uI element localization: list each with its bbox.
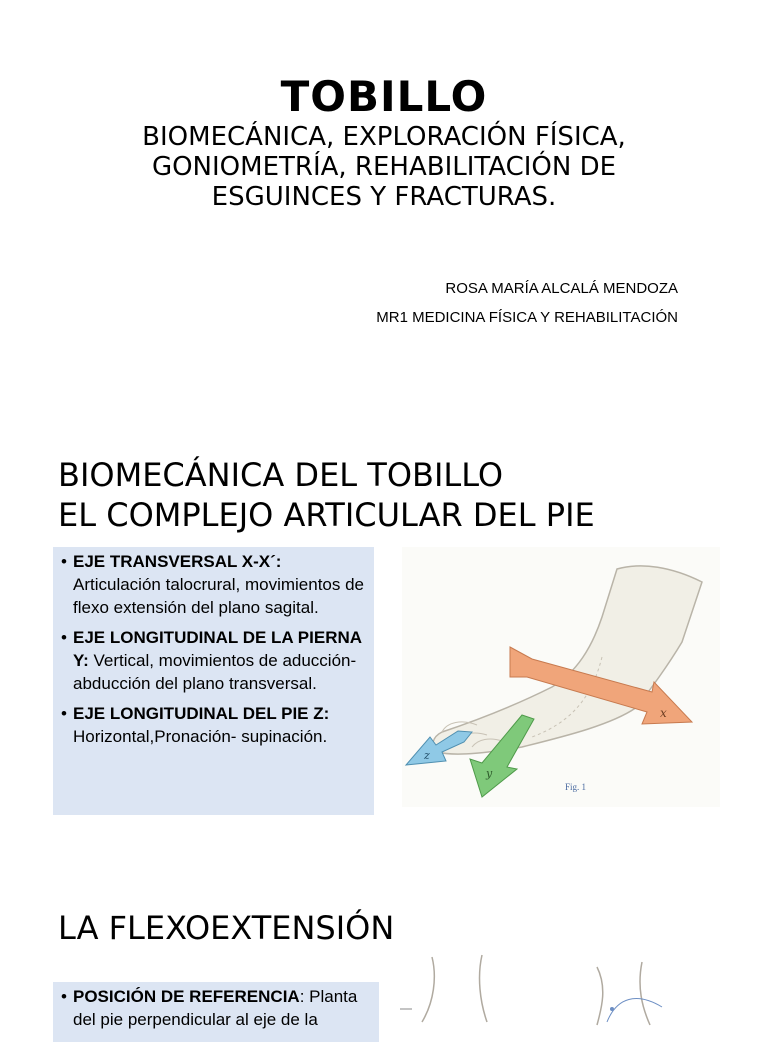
bullet-dot: • [61, 704, 67, 723]
bullet-text: Horizontal,Pronación- supinación. [73, 727, 328, 746]
axis-z-label: z [424, 749, 430, 762]
bullet-item [61, 985, 371, 1031]
bullet-term: EJE LONGITUDINAL DE LA PIERNA Y: [73, 628, 362, 670]
bullet-item [61, 550, 366, 619]
flexoextension-figure [392, 947, 692, 1027]
section-subheading: EL COMPLEJO ARTICULAR DEL PIE [58, 496, 595, 534]
bullet-item [61, 702, 366, 748]
slide-subtitle [84, 122, 684, 212]
subtitle-line: ESGUINCES Y FRACTURAS. [211, 182, 557, 212]
bullet-dot: • [61, 628, 67, 647]
section-heading: BIOMECÁNICA DEL TOBILLO [58, 456, 504, 494]
bullet-text: : Planta del pie perpendicular al eje de la [73, 987, 358, 1029]
axis-y-label: y [486, 767, 493, 780]
bullet-term: POSICIÓN DE REFERENCIA [73, 987, 300, 1006]
axes-bullet-box [53, 547, 374, 815]
bullet-term: EJE TRANSVERSAL X-X´: [73, 552, 282, 571]
bullet-term: EJE LONGITUDINAL DEL PIE Z: [73, 704, 330, 723]
bullet-text: Vertical, movimientos de aducción-abducción del plano transversal. [73, 651, 357, 693]
reference-bullet-box [53, 982, 379, 1042]
slide-title: TOBILLO [280, 72, 488, 121]
subtitle-line: GONIOMETRÍA, REHABILITACIÓN DE [151, 152, 617, 182]
title-slide [0, 0, 768, 420]
figure-caption: Fig. 1 [565, 782, 587, 792]
pivot-point [610, 1007, 614, 1011]
bullet-dot: • [61, 987, 67, 1006]
bullet-text: Articulación talocrural, movimientos de flexo extensión del plano sagital. [73, 575, 365, 617]
axis-x-label: x [660, 706, 667, 720]
author-name: ROSA MARÍA ALCALÁ MENDOZA [445, 280, 678, 297]
subtitle-line: BIOMECÁNICA, EXPLORACIÓN FÍSICA, [142, 122, 626, 152]
figure-background [392, 947, 692, 1027]
bullet-item [61, 626, 366, 695]
bullet-dot: • [61, 552, 67, 571]
section-heading: LA FLEXOEXTENSIÓN [58, 909, 395, 947]
author-role: MR1 MEDICINA FÍSICA Y REHABILITACIÓN [376, 309, 678, 326]
foot-axes-figure [402, 547, 720, 807]
